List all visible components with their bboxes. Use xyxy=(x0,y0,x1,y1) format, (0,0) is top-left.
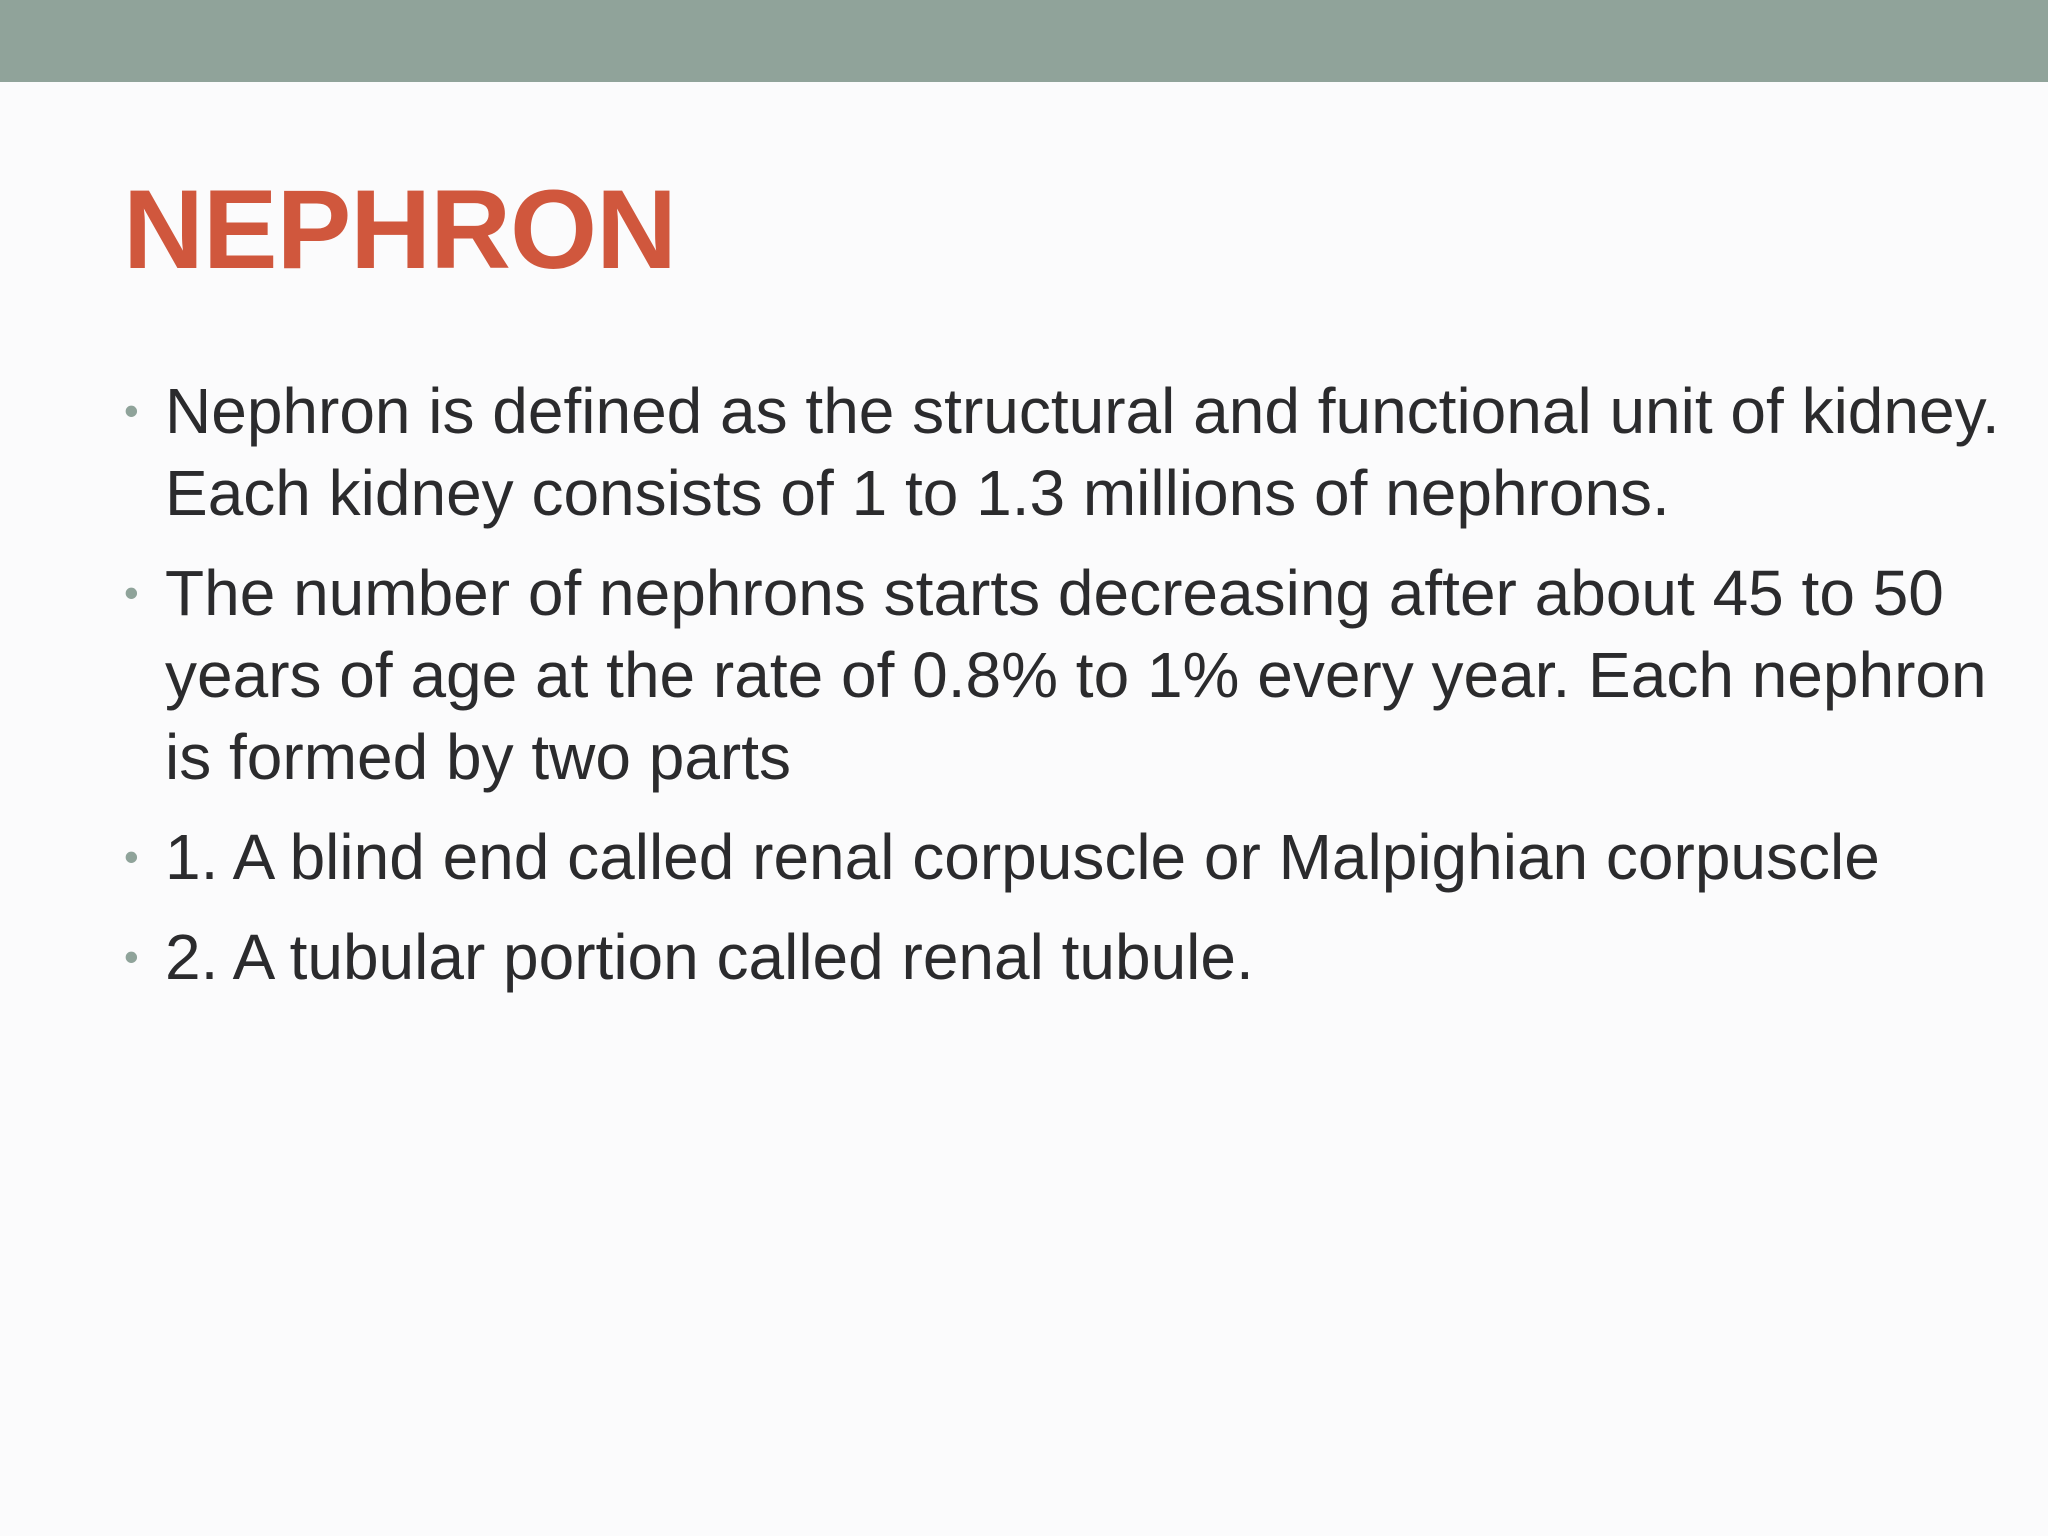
bullet-item xyxy=(120,552,2010,798)
bullet-item xyxy=(120,916,2010,998)
bullet-dot-icon: • xyxy=(124,933,139,980)
bullet-dot-icon: • xyxy=(124,387,139,434)
bullet-text: Nephron is defined as the structural and functional unit of kidney. Each kidney consists of 1 to 1.3 millions of nephrons. xyxy=(165,375,2000,529)
bullet-item xyxy=(120,370,2010,534)
bullet-list xyxy=(120,370,2010,1016)
bullet-item xyxy=(120,816,2010,898)
bullet-text: 1. A blind end called renal corpuscle or Malpighian corpuscle xyxy=(165,821,1880,893)
bullet-text: The number of nephrons starts decreasing after about 45 to 50 years of age at the rate of 0.8% to 1% every year. Each nephron is formed by two parts xyxy=(165,557,1987,793)
bullet-dot-icon: • xyxy=(124,833,139,880)
bullet-text: 2. A tubular portion called renal tubule. xyxy=(165,921,1254,993)
slide-title: NEPHRON xyxy=(123,167,677,292)
top-accent-bar xyxy=(0,0,2048,82)
bullet-dot-icon: • xyxy=(124,569,139,616)
